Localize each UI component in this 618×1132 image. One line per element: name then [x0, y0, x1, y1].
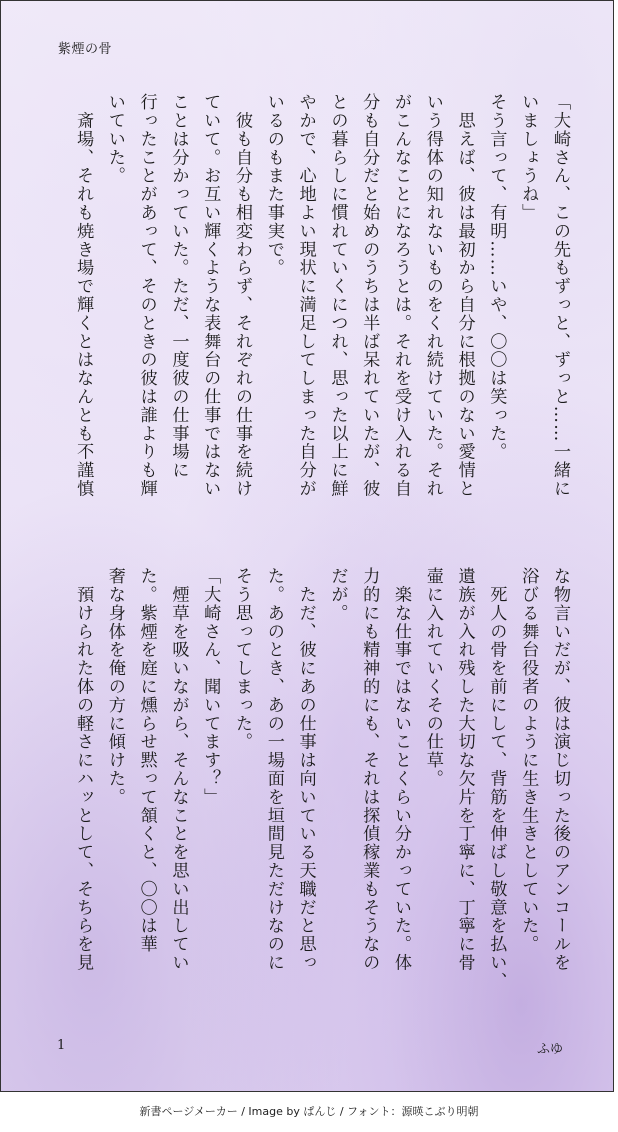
page-title: 紫煙の骨: [58, 42, 113, 57]
page-number: 1: [57, 1038, 66, 1053]
text-block-bottom: な物言いだが、彼は演じ切った後のアンコールを 浴びる舞台役者のように生き生きとしていた。 死人の骨を前にして、背筋を伸ばし敬意を払い、 遺族が入れ残した大切な欠片を丁寧に、丁寧に骨 壷に入れていくその仕草。 楽な仕事ではないことくらい分かっていた。体 力的にも精神的にも、それは探偵稼業もそうなの だが。 ただ、彼にあの仕事は向いている天職だと思っ た。あのとき、あの一場面を垣間見ただけなのに そう思ってしまった。 「大崎さん、聞いてます？」 煙草を吸いながら、そんなことを思い出してい た。紫煙を庭に燻らせ黙って頷くと、〇〇は華 奢な身体を俺の方に傾けた。 預けられた体の軽さにハッとして、そちらを見: [73, 567, 570, 991]
text-block-top: 「大崎さん、この先もずっと、ずっと……一緒に いましょうね」 そう言って、有明……いや、〇〇は笑った。 思えば、彼は最初から自分に根拠のない愛情と いう得体の知れないものをくれ続けていた。それ がこんなことになろうとは。それを受け入れる自 分も自分だと始めのうちは半ば呆れていたが、彼 との暮らしに慣れていくにつれ、思った以上に鮮 やかで、心地よい現状に満足してしまった自分が いるのもまた事実で。 彼も自分も相変わらず、それぞれの仕事を続け ていて。お互い輝くような表舞台の仕事ではない ことは分かっていた。ただ、一度彼の仕事場に 行ったことがあって、そのときの彼は誰よりも輝 いていた。 斎場、それも焼き場で輝くとはなんとも不謹慎: [73, 93, 570, 498]
credit-line: 新書ページメーカー / Image by ぱんじ / フォント：源暎こぶり明朝: [139, 1105, 479, 1118]
author-name: ふゆ: [537, 1042, 564, 1057]
